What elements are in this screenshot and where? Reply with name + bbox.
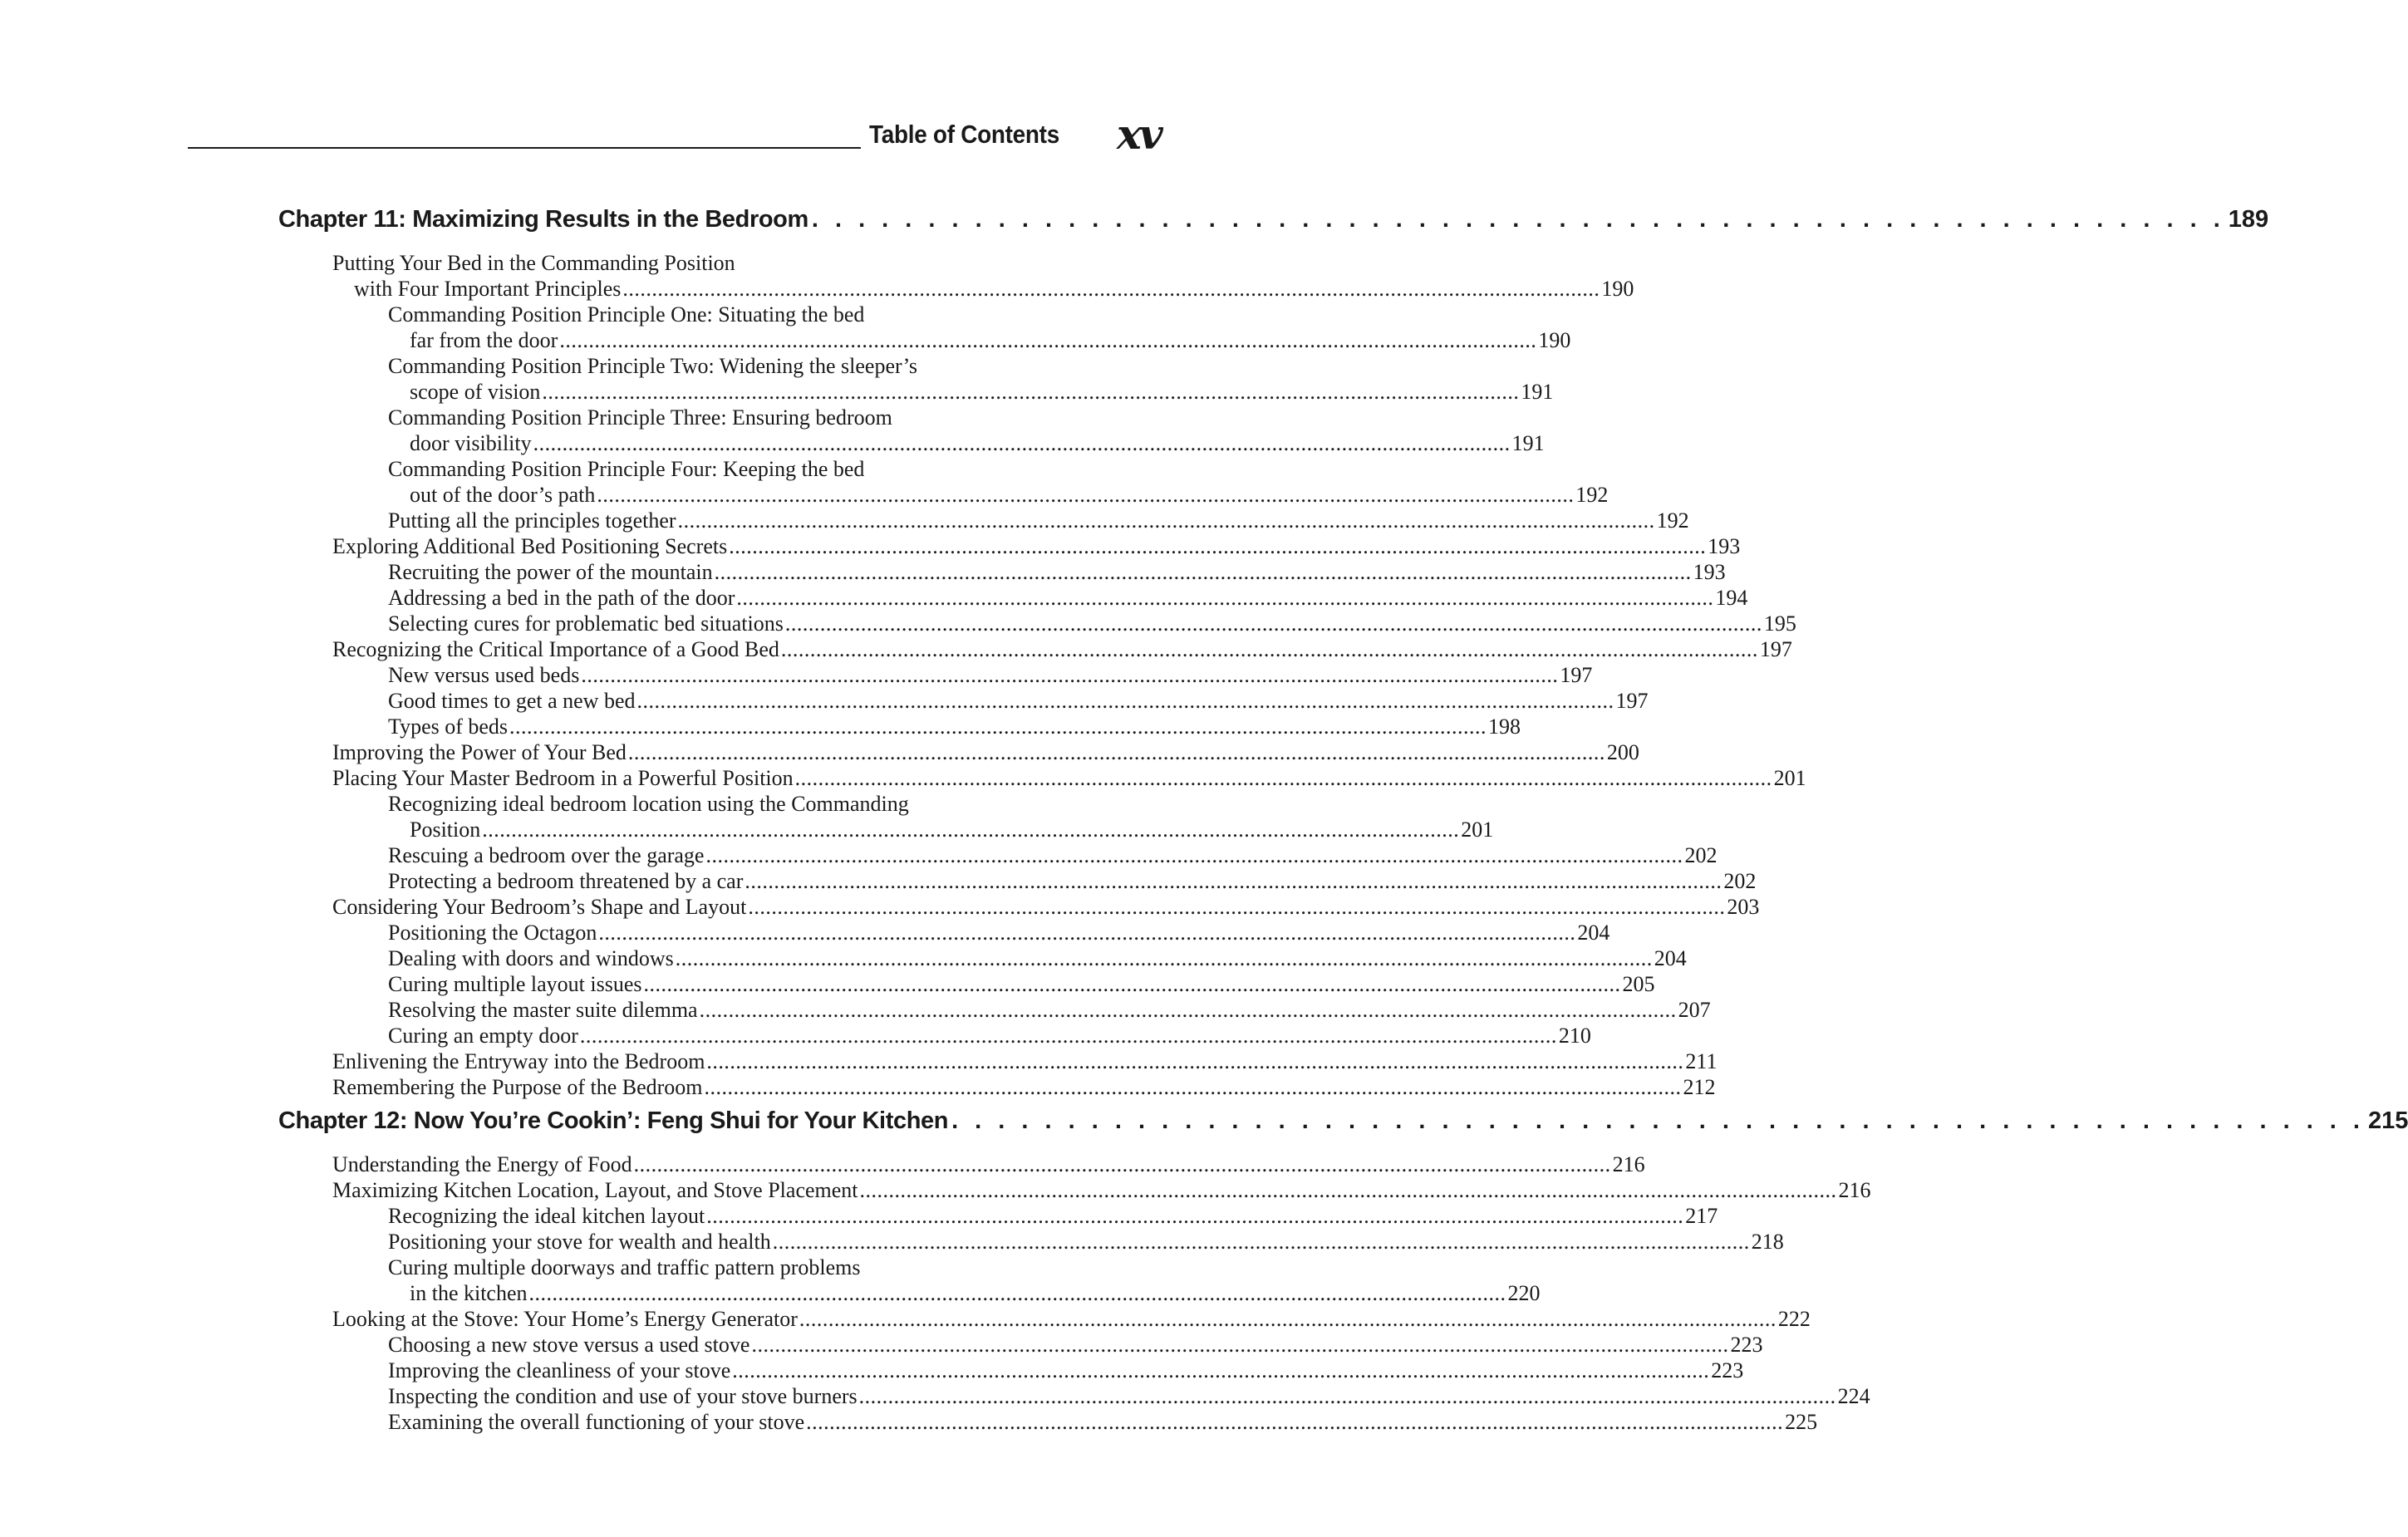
entry-line	[388, 945, 1687, 971]
entry-title: Resolving the master suite dilemma	[388, 998, 698, 1022]
toc-entry	[388, 1203, 1718, 1229]
entry-title: Maximizing Kitchen Location, Layout, and Stove Placement	[332, 1178, 858, 1202]
toc-entry	[332, 636, 1792, 662]
entry-title: Selecting cures for problematic bed situations	[388, 611, 784, 636]
dot-leader	[597, 482, 1574, 508]
dot-leader	[529, 1280, 1506, 1306]
entry-line	[332, 636, 1792, 662]
entry-page-number: 223	[1730, 1333, 1763, 1357]
dot-leader	[598, 920, 1575, 945]
entry-title-line: Commanding Position Principle One: Situating the bed	[388, 302, 865, 327]
entry-page-number: 216	[1612, 1152, 1645, 1176]
entry-title: Positioning the Octagon	[388, 921, 597, 945]
entry-title-continued: with Four Important Principles	[354, 277, 622, 301]
entry-title: Recruiting the power of the mountain	[388, 560, 713, 584]
entry-title: Recognizing the ideal kitchen layout	[388, 1204, 705, 1228]
entry-title: Good times to get a new bed	[388, 689, 636, 713]
entry-title: Dealing with doors and windows	[388, 946, 674, 970]
entry-line	[388, 688, 1649, 714]
dot-leader	[509, 714, 1487, 739]
toc-entry	[388, 945, 1687, 971]
entry-page-number: 218	[1751, 1230, 1784, 1254]
toc-entry	[388, 1229, 1784, 1255]
chapter-title: Chapter 12: Now You’re Cookin’: Feng Shui for Your Kitchen	[278, 1107, 949, 1134]
dot-leader	[559, 327, 1536, 353]
dot-leader	[644, 971, 1621, 997]
entry-title: Looking at the Stove: Your Home’s Energy Generator	[332, 1307, 798, 1331]
dot-leader	[773, 1229, 1750, 1255]
dot-leader	[799, 1306, 1777, 1332]
entry-page-number: 201	[1461, 818, 1494, 842]
toc-entry	[388, 585, 1748, 611]
entry-page-number: 191	[1521, 380, 1554, 404]
toc-entry	[388, 508, 1689, 533]
toc-entry	[332, 765, 1806, 791]
entry-page-number: 204	[1577, 921, 1610, 945]
entry-page-number: 192	[1575, 483, 1609, 507]
entry-title: Examining the overall functioning of your stove	[388, 1410, 805, 1434]
toc-entry	[388, 791, 1494, 842]
running-head-title: Table of Contents	[869, 120, 1059, 149]
toc-entry	[332, 1074, 1716, 1100]
entry-title: Improving the cleanliness of your stove	[388, 1358, 731, 1382]
entry-line	[388, 920, 1610, 945]
entry-title-line: Commanding Position Principle Three: Ensuring bedroom	[388, 405, 892, 430]
toc-entry	[388, 353, 1554, 405]
entry-page-number: 190	[1538, 328, 1571, 352]
entry-line	[388, 611, 1796, 636]
entry-page-number: 203	[1727, 895, 1760, 919]
toc-entry	[388, 1255, 1541, 1306]
toc-entry	[332, 1306, 1811, 1332]
dot-leader	[736, 585, 1713, 611]
entry-line	[388, 1203, 1718, 1229]
entry-title: Exploring Additional Bed Positioning Secrets	[332, 534, 728, 558]
entry-line	[388, 327, 1571, 353]
entry-page-number: 205	[1622, 972, 1655, 996]
entry-page-number: 223	[1711, 1358, 1744, 1382]
entry-title-line: Recognizing ideal bedroom location using the Commanding	[388, 792, 909, 816]
dot-leader	[700, 997, 1677, 1023]
toc-entry	[388, 1332, 1763, 1358]
entry-page-number: 198	[1488, 714, 1521, 739]
entry-page-number: 201	[1773, 766, 1806, 790]
dot-leader	[806, 1409, 1783, 1435]
entry-line	[388, 1358, 1744, 1383]
toc-entry	[388, 1383, 1870, 1409]
entry-line	[388, 1409, 1818, 1435]
entry-page-number: 197	[1560, 663, 1593, 687]
dot-leader	[785, 611, 1762, 636]
entry-line	[332, 533, 1741, 559]
entry-title: Curing multiple layout issues	[388, 972, 642, 996]
dot-leader	[634, 1152, 1611, 1177]
entry-title: New versus used beds	[388, 663, 580, 687]
dot-leader	[628, 739, 1605, 765]
entry-line	[332, 276, 1634, 302]
toc-entry	[332, 894, 1760, 920]
entry-title: Recognizing the Critical Importance of a Good Bed	[332, 637, 779, 661]
dot-leader	[951, 1106, 2365, 1136]
entry-line	[332, 765, 1806, 791]
toc-entry	[332, 250, 1634, 302]
dot-leader	[581, 662, 1558, 688]
toc-entry	[388, 920, 1610, 945]
toc-entry	[388, 971, 1655, 997]
entry-page-number: 192	[1656, 508, 1689, 533]
dot-leader	[705, 842, 1683, 868]
entry-page-number: 204	[1654, 946, 1687, 970]
entry-page-number: 193	[1708, 534, 1741, 558]
toc-entry	[388, 714, 1521, 739]
dot-leader	[729, 533, 1706, 559]
dot-leader	[745, 868, 1722, 894]
entry-page-number: 224	[1837, 1384, 1870, 1408]
running-head	[188, 110, 1168, 163]
entry-title: Addressing a bed in the path of the door	[388, 586, 735, 610]
toc-entry	[388, 1023, 1591, 1048]
entry-title: Positioning your stove for wealth and health	[388, 1230, 771, 1254]
entry-page-number: 197	[1759, 637, 1792, 661]
entry-title-continued: in the kitchen	[410, 1281, 528, 1305]
entry-page-number: 202	[1723, 869, 1757, 893]
toc-entry	[388, 456, 1609, 508]
entry-page-number: 193	[1693, 560, 1726, 584]
entry-title: Improving the Power of Your Bed	[332, 740, 627, 764]
entry-line	[388, 662, 1593, 688]
entry-page-number: 216	[1838, 1178, 1871, 1202]
entry-page-number: 220	[1507, 1281, 1541, 1305]
entry-page-number: 217	[1685, 1204, 1718, 1228]
entry-title-continued: out of the door’s path	[410, 483, 596, 507]
entry-line	[388, 842, 1718, 868]
entry-line	[388, 1280, 1541, 1306]
entry-line	[388, 971, 1655, 997]
toc-entry	[388, 662, 1593, 688]
toc-entry	[388, 997, 1711, 1023]
toc-entry	[332, 533, 1741, 559]
entry-line	[388, 508, 1689, 533]
entry-page-number: 190	[1601, 277, 1634, 301]
entry-line	[388, 430, 1545, 456]
entry-line	[332, 1074, 1716, 1100]
toc-entry	[388, 302, 1571, 353]
entry-line	[332, 1152, 1645, 1177]
entry-title-continued: door visibility	[410, 431, 532, 455]
dot-leader	[748, 894, 1725, 920]
toc-entry	[388, 842, 1718, 868]
entry-title-continued: Position	[410, 818, 481, 842]
entry-line	[388, 1332, 1763, 1358]
entry-title-continued: far from the door	[410, 328, 558, 352]
dot-leader	[706, 1203, 1683, 1229]
entry-page-number: 191	[1511, 431, 1545, 455]
dot-leader	[795, 765, 1772, 791]
toc-entry	[388, 611, 1796, 636]
dot-leader	[542, 379, 1519, 405]
entry-line	[388, 817, 1494, 842]
entry-page-number: 195	[1763, 611, 1796, 636]
entry-title-line: Commanding Position Principle Four: Keeping the bed	[388, 457, 865, 481]
entry-line	[388, 585, 1748, 611]
toc-entry	[332, 739, 1639, 765]
entry-title: Rescuing a bedroom over the garage	[388, 843, 705, 867]
chapter-page-number: 189	[2228, 206, 2269, 233]
chapter-heading	[278, 204, 2269, 234]
entry-page-number: 211	[1685, 1049, 1718, 1073]
entry-line	[388, 379, 1554, 405]
toc-entry	[388, 868, 1757, 894]
dot-leader	[812, 204, 2225, 234]
dot-leader	[676, 945, 1653, 971]
entry-title: Remembering the Purpose of the Bedroom	[332, 1075, 703, 1099]
chapter-title: Chapter 11: Maximizing Results in the Bedroom	[278, 206, 808, 233]
entry-title-line: Curing multiple doorways and traffic pattern problems	[388, 1255, 861, 1279]
entry-page-number: 210	[1558, 1024, 1591, 1048]
entry-line	[388, 1229, 1784, 1255]
toc-entry	[388, 559, 1726, 585]
entry-page-number: 207	[1678, 998, 1711, 1022]
header-rule	[188, 147, 861, 149]
dot-leader	[715, 559, 1692, 585]
toc-entry	[332, 1152, 1645, 1177]
dot-leader	[622, 276, 1600, 302]
entry-title: Curing an empty door	[388, 1024, 578, 1048]
toc-entry	[388, 688, 1649, 714]
entry-page-number: 222	[1777, 1307, 1811, 1331]
toc-entry	[388, 405, 1545, 456]
entry-line	[388, 559, 1726, 585]
dot-leader	[706, 1048, 1683, 1074]
entry-title: Understanding the Energy of Food	[332, 1152, 632, 1176]
entry-title: Types of beds	[388, 714, 509, 739]
entry-title-line: Commanding Position Principle Two: Widening the sleeper’s	[388, 354, 917, 378]
entry-page-number: 225	[1785, 1410, 1818, 1434]
dot-leader	[860, 1177, 1837, 1203]
entry-title: Enlivening the Entryway into the Bedroom	[332, 1049, 705, 1073]
dot-leader	[482, 817, 1459, 842]
entry-line	[388, 714, 1521, 739]
entry-line	[388, 1383, 1870, 1409]
toc-entry	[388, 1409, 1818, 1435]
entry-title-line: Putting Your Bed in the Commanding Position	[332, 251, 735, 275]
dot-leader	[580, 1023, 1557, 1048]
entry-line	[388, 997, 1711, 1023]
dot-leader	[705, 1074, 1682, 1100]
chapter-page-number: 215	[2367, 1107, 2408, 1134]
page-number: xv	[1117, 110, 1161, 159]
entry-title: Inspecting the condition and use of your stove burners	[388, 1384, 858, 1408]
dot-leader	[533, 430, 1511, 456]
dot-leader	[732, 1358, 1709, 1383]
entry-line	[332, 1306, 1811, 1332]
entry-title: Placing Your Master Bedroom in a Powerful Position	[332, 766, 794, 790]
entry-page-number: 202	[1684, 843, 1718, 867]
entry-line	[388, 868, 1757, 894]
dot-leader	[859, 1383, 1836, 1409]
toc-entry	[332, 1048, 1718, 1074]
entry-title: Considering Your Bedroom’s Shape and Layout	[332, 895, 747, 919]
entry-title: Protecting a bedroom threatened by a car	[388, 869, 744, 893]
entry-page-number: 212	[1683, 1075, 1716, 1099]
dot-leader	[678, 508, 1655, 533]
entry-title: Putting all the principles together	[388, 508, 676, 533]
toc-entry	[332, 1177, 1871, 1203]
entry-line	[332, 1177, 1871, 1203]
dot-leader	[781, 636, 1758, 662]
dot-leader	[637, 688, 1614, 714]
entry-page-number: 200	[1606, 740, 1639, 764]
entry-line	[388, 1023, 1591, 1048]
dot-leader	[751, 1332, 1728, 1358]
entry-line	[332, 1048, 1718, 1074]
entry-line	[388, 482, 1609, 508]
entry-page-number: 197	[1615, 689, 1649, 713]
entry-line	[332, 739, 1639, 765]
entry-title: Choosing a new stove versus a used stove	[388, 1333, 750, 1357]
entry-page-number: 194	[1715, 586, 1748, 610]
toc-entry	[388, 1358, 1744, 1383]
entry-line	[332, 894, 1760, 920]
entry-title-continued: scope of vision	[410, 380, 541, 404]
chapter-heading	[278, 1106, 2408, 1136]
